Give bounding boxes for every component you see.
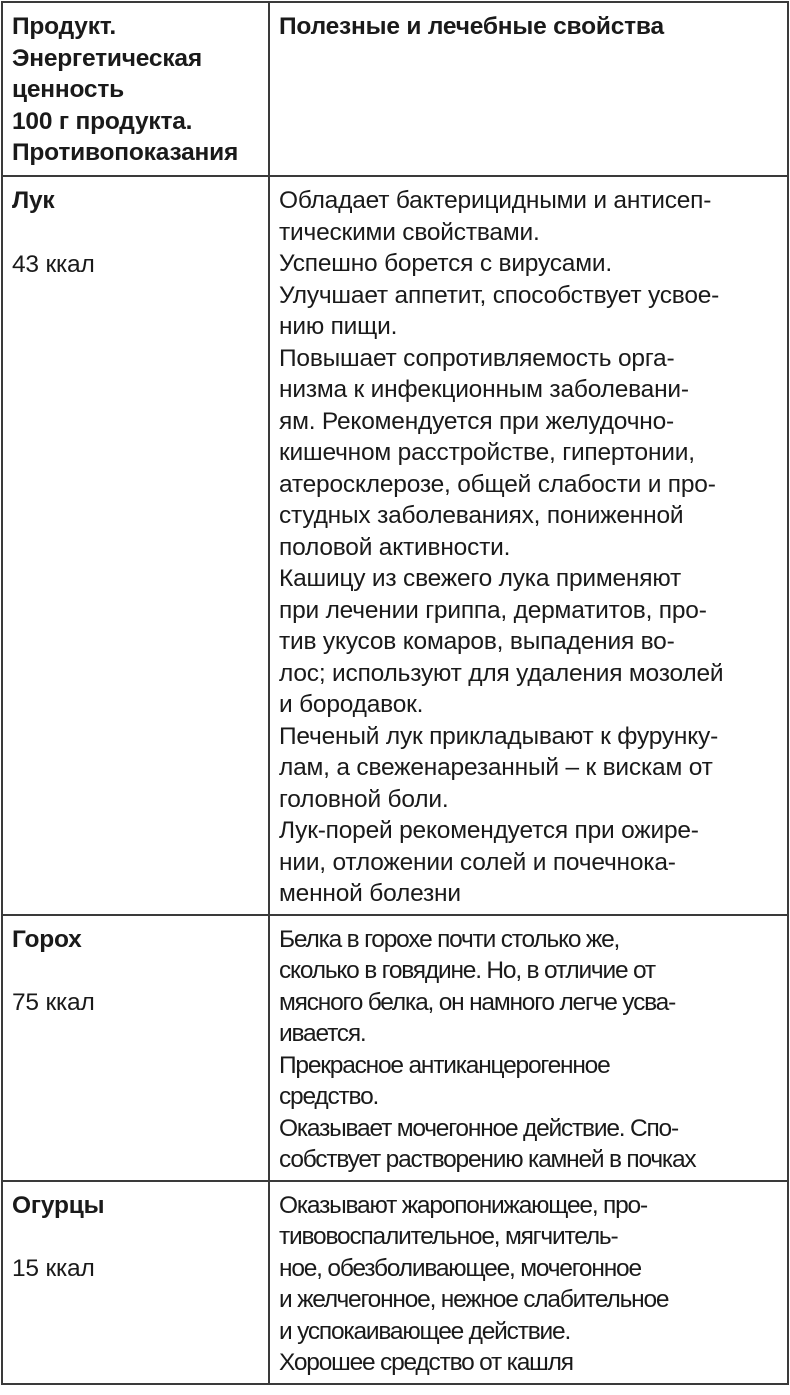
property-line: Обладает бактерицидными и антисеп- — [279, 187, 712, 214]
property-line: Лук-порей рекомендуется при ожире- — [279, 817, 699, 844]
properties-cell — [269, 1181, 788, 1384]
property-line: Улучшает аппетит, способствует усвое- — [279, 281, 720, 309]
header-line: Противопоказания — [12, 139, 239, 166]
property-line: лос; используют для удаления мозолей — [279, 659, 724, 687]
header-properties-label: Полезные и лечебные свойства — [279, 13, 664, 40]
property-line: менной болезни — [279, 880, 461, 907]
property-line: студных заболеваниях, пониженной — [279, 502, 684, 529]
header-line: Энергетическая — [12, 44, 202, 72]
property-line: атеросклерозе, общей слабости и про- — [279, 470, 716, 498]
property-line: сколько в говядине. Но, в отличие от — [279, 957, 655, 984]
property-line: ям. Рекомендуется при желудочно- — [279, 407, 674, 435]
property-line: лам, а свеженарезанный – к вискам от — [279, 754, 713, 781]
property-line: и бородавок. — [279, 691, 424, 718]
table-header-row — [2, 2, 788, 176]
property-line: Оказывает мочегонное действие. Спо- — [279, 1114, 678, 1142]
property-line: и желчегонное, нежное слабительное — [279, 1286, 669, 1313]
property-line: мясного белка, он намного легче усва- — [279, 988, 676, 1016]
nutrition-table — [1, 1, 789, 1385]
property-line: головной боли. — [279, 785, 449, 813]
properties-cell — [269, 176, 788, 915]
product-name: Лук — [12, 187, 55, 214]
property-line: и успокаивающее действие. — [279, 1317, 571, 1345]
property-line: Кашицу из свежего лука применяют — [279, 565, 681, 592]
property-line: Повышает сопротивляемость орга- — [279, 344, 675, 372]
product-cell — [2, 915, 269, 1181]
product-kcal: 43 ккал — [12, 250, 95, 278]
property-line: Прекрасное антиканцерогенное — [279, 1051, 610, 1079]
header-line: 100 г продукта. — [12, 107, 193, 135]
property-line: при лечении гриппа, дерматитов, про- — [279, 596, 707, 624]
product-kcal: 15 ккал — [12, 1255, 95, 1282]
header-line: Продукт. — [12, 13, 117, 40]
property-line: кишечном расстройстве, гипертонии, — [279, 439, 695, 466]
property-line: половой активности. — [279, 533, 511, 561]
properties-cell — [269, 915, 788, 1181]
property-line: Оказывают жаропонижающее, про- — [279, 1191, 647, 1219]
property-line: средство. — [279, 1083, 379, 1110]
property-line: низма к инфекционным заболевани- — [279, 376, 689, 403]
property-line: нию пищи. — [279, 313, 398, 340]
product-kcal: 75 ккал — [12, 989, 95, 1016]
table-row-cucumbers — [2, 1181, 788, 1384]
product-cell — [2, 1181, 269, 1384]
property-line: нии, отложении солей и почечнока- — [279, 848, 676, 876]
property-line: тивовоспалительное, мягчитель- — [279, 1223, 618, 1250]
property-line: Хорошее средство от кашля — [279, 1349, 573, 1376]
property-line: собствует растворению камней в почках — [279, 1146, 696, 1173]
property-line: ное, обезболивающее, мочегонное — [279, 1254, 641, 1282]
product-name: Горох — [12, 925, 82, 953]
table-row-peas — [2, 915, 788, 1181]
table-row-onion — [2, 176, 788, 915]
property-line: Успешно борется с вирусами. — [279, 250, 612, 277]
product-name: Огурцы — [12, 1191, 105, 1219]
property-line: Белка в горохе почти столько же, — [279, 925, 620, 953]
property-line: ивается. — [279, 1020, 366, 1047]
property-line: тив укусов комаров, выпадения во- — [279, 628, 675, 655]
product-cell — [2, 176, 269, 915]
header-product-cell — [2, 2, 269, 176]
property-line: тическими свойствами. — [279, 218, 540, 246]
header-properties-cell — [269, 2, 788, 176]
header-line: ценность — [12, 76, 125, 103]
property-line: Печеный лук прикладывают к фурунку- — [279, 722, 719, 750]
